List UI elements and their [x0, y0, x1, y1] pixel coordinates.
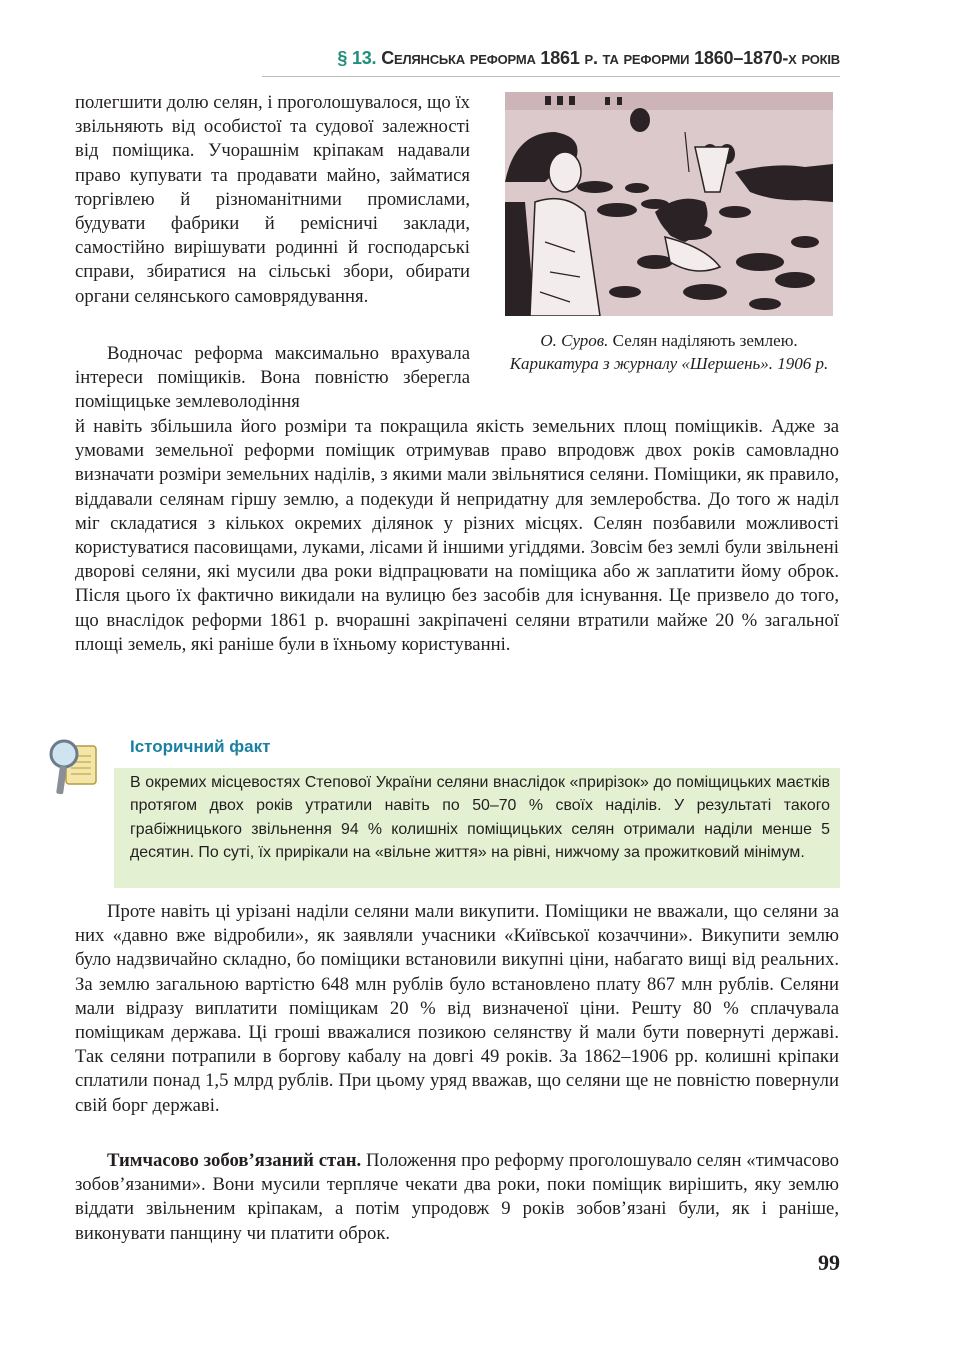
caption-author: О. Суров. — [540, 331, 609, 350]
paragraph-4-text: Положення про реформу проголошувало селян «тимчасово зобов’язаними». Вони мусили терпляче чекати два роки, поки поміщик вирішить, яку землю віддати звільненим кріпакам, а потім упродовж 9 років зобов’язані були, як і раніше, виконувати панщину чи платити оброк. — [75, 1150, 839, 1244]
caricature-illustration — [505, 92, 833, 316]
caricature-drawing — [505, 92, 833, 316]
paragraph-2-start: Водночас реформа максимально врахувала інтереси поміщиків. Вона повністю зберегла поміщицьке землеволодіння — [75, 343, 470, 413]
running-header — [262, 48, 840, 74]
historical-fact-text: В окремих місцевостях Степової України селяни внаслідок «прирізок» до поміщицьких маєтків протягом двох років утратили навіть по 50–70 % своїх наділів. У результаті такого грабіжницького звільнення 94 % колишніх поміщицьких селян отримали наділи менше 5 десятин. По суті, їх прирікали на «вільне життя» на рівні, нижчому за прожитковий мінімум. — [130, 774, 830, 862]
historical-fact-box — [114, 768, 840, 888]
section-number: § 13. — [337, 48, 377, 68]
header-rule — [262, 76, 840, 77]
section-title: Селянська реформа 1861 р. та реформи 1860–1870-х років — [381, 48, 840, 68]
paragraph-3: Проте навіть ці урізані наділи селяни мали викупити. Поміщики не вважали, що селяни за них «давно вже відробили», як заявляли учасники «Київської козаччини». Викупити землю було надзвичайно складно, бо поміщики встановили викупні ціни, набагато вищі від реальних. За землю загальною вартістю 648 млн рублів було встановлено плату 867 млн рублів. Селяни мали відразу виплатити поміщикам 20 % від визначеної ціни. Решту 80 % сплачувала поміщикам держава. Ці гроші вважалися позикою селянству й мали бути повернуті державі. Так селяни потрапили в боргову кабалу на довгі 49 років. За 1862–1906 рр. колишні кріпаки сплатили понад 1,5 млрд рублів. При цьому уряд вважав, що селяни ще не повністю повернули свій борг державі. — [75, 901, 839, 1116]
page-number: 99 — [818, 1250, 840, 1275]
paragraph-4-lead: Тимчасово зобов’язаний стан. — [107, 1150, 362, 1171]
paragraph-4 — [75, 1149, 839, 1246]
caption-source: Карикатура з журналу «Шершень». 1906 р. — [509, 353, 829, 373]
historical-fact-title: Історичний факт — [130, 737, 271, 756]
paragraph-1: полегшити долю селян, і проголошувалося, що їх звільняють від особистої та судової залежності від поміщика. Учорашнім кріпакам надавали право купувати та продавати майно, займатися торгівлею й різноманітними промислами, будувати фабрики й ремісничі заклади, самостійно вирішувати родинні й господарські справи, збиратися на сільські збори, обирати органи селянського самоврядування. — [75, 92, 470, 307]
figure-caption — [500, 330, 838, 375]
caption-text: Селян наділяють землею. — [612, 331, 798, 350]
scroll-magnifier-icon — [44, 736, 106, 802]
paragraph-2-end: й навіть збільшила його розміри та покращила якість земельних площ поміщиків. Адже за умовами земельної реформи поміщик отримував право впродовж двох років самовладно визначати розміри земельних наділів, з якими мали звільнятися селяни. Поміщики, як правило, віддавали селянам гіршу землю, а подекуди й непридатну для землеробства. До того ж наділ міг складатися з кількох окремих ділянок у різних місцях. Селян позбавили можливості користуватися пасовищами, луками, лісами й іншими угіддями. Зовсім без землі були звільнені дворові селяни, які мусили два роки відпрацювати на поміщика або ж заплатити йому оброк. Після цього їх фактично викидали на вулицю без засобів для існування. Це призвело до того, що внаслідок реформи 1861 р. вчорашні закріпачені селяни втратили майже 20 % загальної площі земель, які раніше були в їхньому користуванні. — [75, 416, 839, 655]
